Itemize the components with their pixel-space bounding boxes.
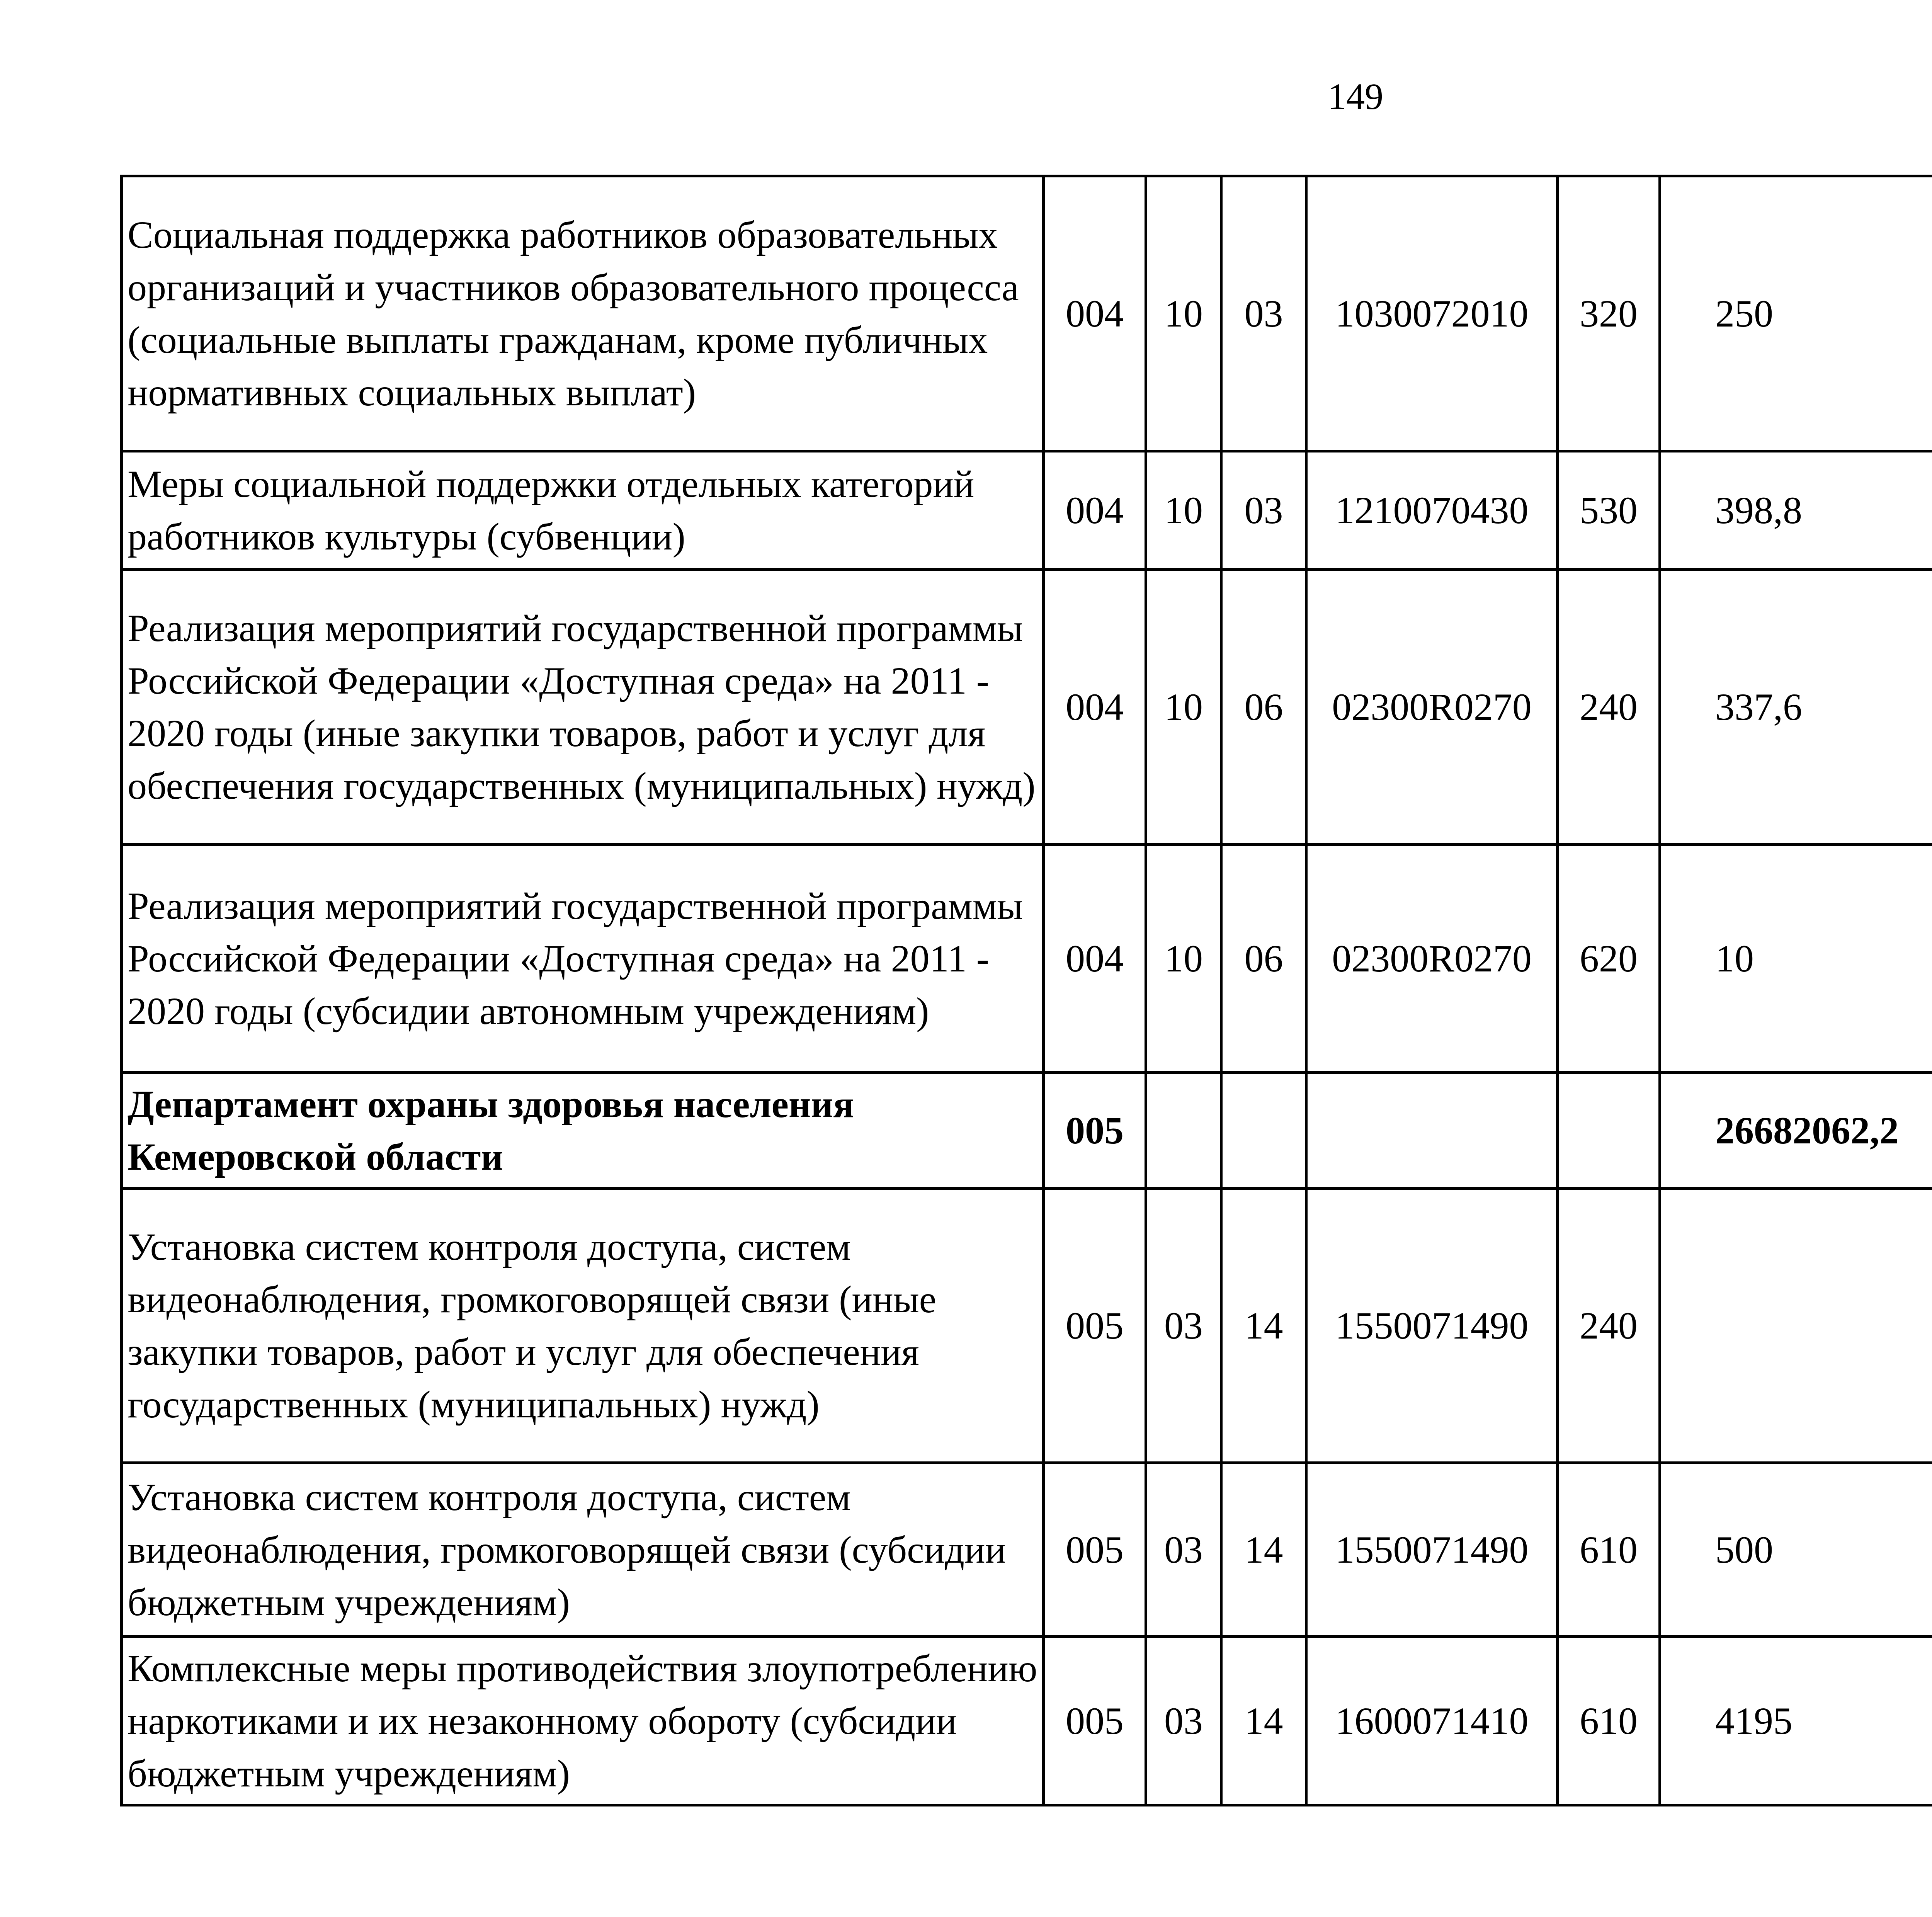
target-article-cell: 1550071490 [1306, 1463, 1558, 1637]
target-article-cell: 1550071490 [1306, 1189, 1558, 1463]
expense-name-cell: Департамент охраны здоровья населения Кемеровской области [122, 1073, 1044, 1189]
table-row [122, 845, 1932, 1073]
ministry-code-cell: 005 [1044, 1637, 1146, 1805]
section-code-cell [1146, 1073, 1221, 1189]
ministry-code-cell: 004 [1044, 845, 1146, 1073]
expense-type-cell: 620 [1558, 845, 1660, 1073]
expense-name-cell: Социальная поддержка работников образовательных организаций и участников образовательного процесса (социальные выплаты гражданам, кроме публичных нормативных социальных выплат) [122, 176, 1044, 451]
target-article-cell: 02300R0270 [1306, 845, 1558, 1073]
table-row [122, 1189, 1932, 1463]
amount-year1-cell: 398,8 [1660, 451, 1932, 570]
expense-name-cell: Установка систем контроля доступа, систем видеонаблюдения, громкоговорящей связи (иные закупки товаров, работ и услуг для обеспечения государственных (муниципальных) нужд) [122, 1189, 1044, 1463]
table-row [122, 570, 1932, 845]
expense-type-cell: 240 [1558, 1189, 1660, 1463]
subsection-code-cell: 03 [1221, 176, 1306, 451]
expense-type-cell: 610 [1558, 1463, 1660, 1637]
ministry-code-cell: 004 [1044, 570, 1146, 845]
expense-name-cell: Реализация мероприятий государственной программы Российской Федерации «Доступная среда» на 2011 - 2020 годы (субсидии автономным учреждениям) [122, 845, 1044, 1073]
subsection-code-cell [1221, 1073, 1306, 1189]
expense-name-cell: Комплексные меры противодействия злоупотреблению наркотиками и их незаконному обороту (субсидии бюджетным учреждениям) [122, 1637, 1044, 1805]
subsection-code-cell: 14 [1221, 1463, 1306, 1637]
table-row [122, 451, 1932, 570]
expense-type-cell: 610 [1558, 1637, 1660, 1805]
expense-type-cell: 240 [1558, 570, 1660, 845]
expense-type-cell: 320 [1558, 176, 1660, 451]
section-code-cell: 10 [1146, 570, 1221, 845]
table-row [122, 1463, 1932, 1637]
expense-name-cell: Установка систем контроля доступа, систем видеонаблюдения, громкоговорящей связи (субсидии бюджетным учреждениям) [122, 1463, 1044, 1637]
subsection-code-cell: 14 [1221, 1189, 1306, 1463]
ministry-code-cell: 004 [1044, 451, 1146, 570]
table-row [122, 1073, 1932, 1189]
section-code-cell: 03 [1146, 1637, 1221, 1805]
expense-name-cell: Реализация мероприятий государственной программы Российской Федерации «Доступная среда» на 2011 - 2020 годы (иные закупки товаров, работ и услуг для обеспечения государственных (муниципальных) нужд) [122, 570, 1044, 845]
subsection-code-cell: 06 [1221, 570, 1306, 845]
page-number: 149 [1328, 76, 1383, 117]
budget-table [120, 175, 1932, 1806]
amount-year1-cell: 26682062,2 [1660, 1073, 1932, 1189]
ministry-code-cell: 004 [1044, 176, 1146, 451]
amount-year1-cell: 337,6 [1660, 570, 1932, 845]
section-code-cell: 03 [1146, 1189, 1221, 1463]
subsection-code-cell: 03 [1221, 451, 1306, 570]
amount-year1-cell: 10 [1660, 845, 1932, 1073]
table-row [122, 176, 1932, 451]
amount-year1-cell: 250 [1660, 176, 1932, 451]
section-code-cell: 10 [1146, 176, 1221, 451]
expense-type-cell: 530 [1558, 451, 1660, 570]
section-code-cell: 10 [1146, 451, 1221, 570]
amount-year1-cell: 4195 [1660, 1637, 1932, 1805]
section-code-cell: 10 [1146, 845, 1221, 1073]
target-article-cell: 1600071410 [1306, 1637, 1558, 1805]
ministry-code-cell: 005 [1044, 1463, 1146, 1637]
table-row [122, 1637, 1932, 1805]
target-article-cell: 1210070430 [1306, 451, 1558, 570]
subsection-code-cell: 06 [1221, 845, 1306, 1073]
expense-name-cell: Меры социальной поддержки отдельных категорий работников культуры (субвенции) [122, 451, 1044, 570]
target-article-cell: 02300R0270 [1306, 570, 1558, 845]
section-code-cell: 03 [1146, 1463, 1221, 1637]
amount-year1-cell [1660, 1189, 1932, 1463]
expense-type-cell [1558, 1073, 1660, 1189]
subsection-code-cell: 14 [1221, 1637, 1306, 1805]
amount-year1-cell: 500 [1660, 1463, 1932, 1637]
ministry-code-cell: 005 [1044, 1189, 1146, 1463]
target-article-cell [1306, 1073, 1558, 1189]
target-article-cell: 1030072010 [1306, 176, 1558, 451]
ministry-code-cell: 005 [1044, 1073, 1146, 1189]
